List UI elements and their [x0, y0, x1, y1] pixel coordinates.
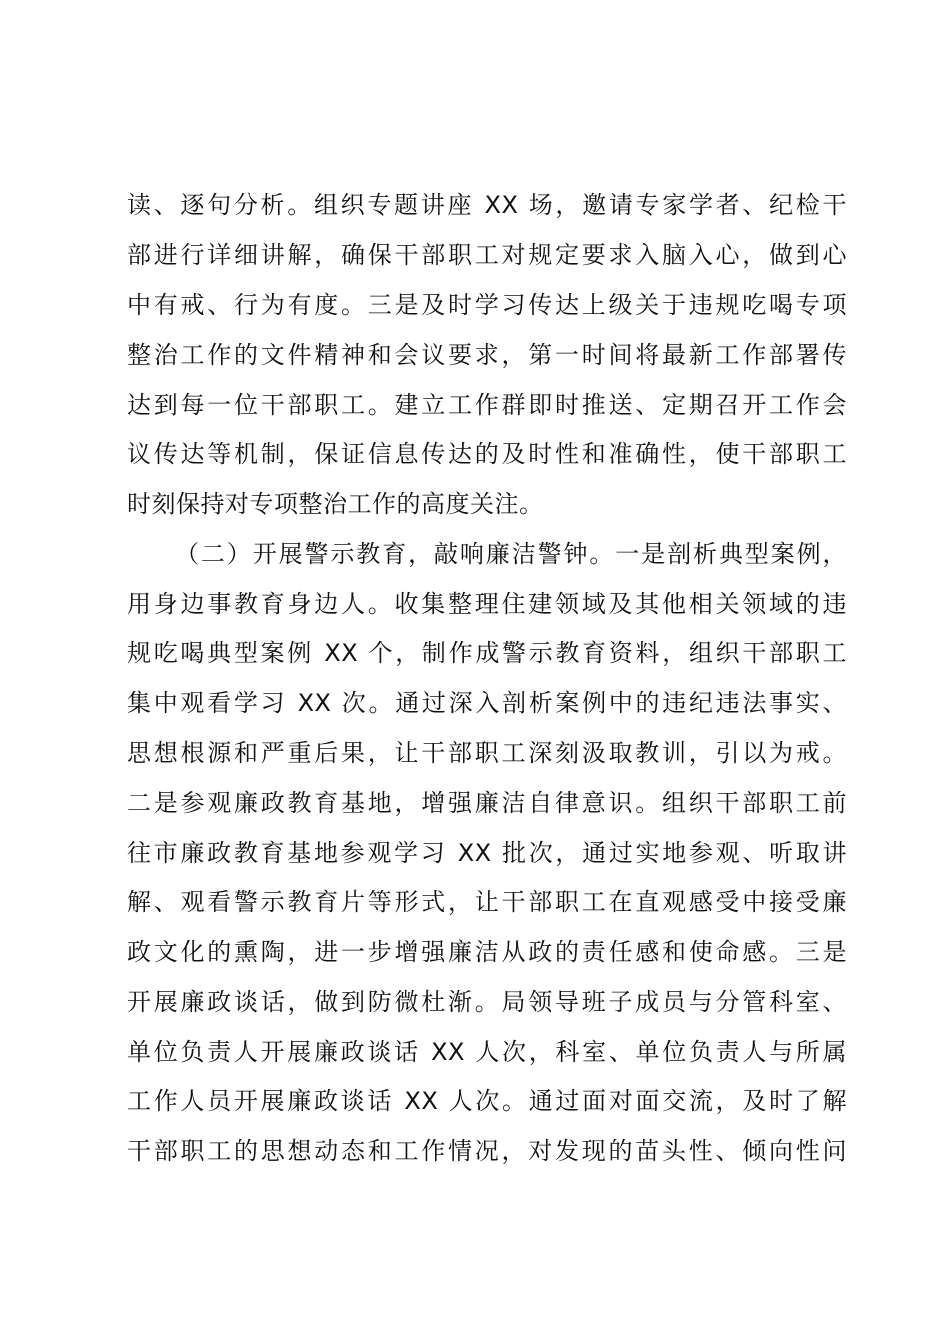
paragraph-line: 规吃喝典型案例 XX 个，制作成警示教育资料，组织干部职工 — [127, 639, 847, 667]
paragraph-line: 达到每一位干部职工。建立工作群即时推送、定期召开工作会 — [127, 391, 847, 419]
paragraph-line: 议传达等机制，保证信息传达的及时性和准确性，使干部职工 — [127, 440, 847, 468]
paragraph-line: 集中观看学习 XX 次。通过深入剖析案例中的违纪违法事实、 — [127, 689, 847, 717]
paragraph-line: 中有戒、行为有度。三是及时学习传达上级关于违规吃喝专项 — [127, 291, 847, 319]
paragraph-line: 读、逐句分析。组织专题讲座 XX 场，邀请专家学者、纪检干 — [127, 191, 847, 219]
paragraph-line: 工作人员开展廉政谈话 XX 人次。通过面对面交流，及时了解 — [127, 1087, 847, 1115]
paragraph-line: 用身边事教育身边人。收集整理住建领域及其他相关领域的违 — [127, 590, 847, 618]
paragraph-line: 部进行详细讲解，确保干部职工对规定要求入脑入心，做到心 — [127, 241, 847, 269]
paragraph-line: 解、观看警示教育片等形式，让干部职工在直观感受中接受廉 — [127, 888, 847, 916]
section-heading-line: （二）开展警示教育，敲响廉洁警钟。一是剖析典型案例， — [175, 540, 847, 568]
paragraph-line: 二是参观廉政教育基地，增强廉洁自律意识。组织干部职工前 — [127, 789, 847, 817]
paragraph-line: 干部职工的思想动态和工作情况，对发现的苗头性、倾向性问 — [127, 1137, 847, 1165]
paragraph-line: 思想根源和严重后果，让干部职工深刻汲取教训，引以为戒。 — [127, 739, 847, 767]
paragraph-line: 开展廉政谈话，做到防微杜渐。局领导班子成员与分管科室、 — [127, 988, 847, 1016]
paragraph-line: 往市廉政教育基地参观学习 XX 批次，通过实地参观、听取讲 — [127, 839, 847, 867]
paragraph-line: 整治工作的文件精神和会议要求，第一时间将最新工作部署传 — [127, 341, 847, 369]
paragraph-line: 时刻保持对专项整治工作的高度关注。 — [127, 490, 544, 518]
paragraph-line: 政文化的熏陶，进一步增强廉洁从政的责任感和使命感。三是 — [127, 938, 847, 966]
paragraph-line: 单位负责人开展廉政谈话 XX 人次，科室、单位负责人与所属 — [127, 1038, 847, 1066]
